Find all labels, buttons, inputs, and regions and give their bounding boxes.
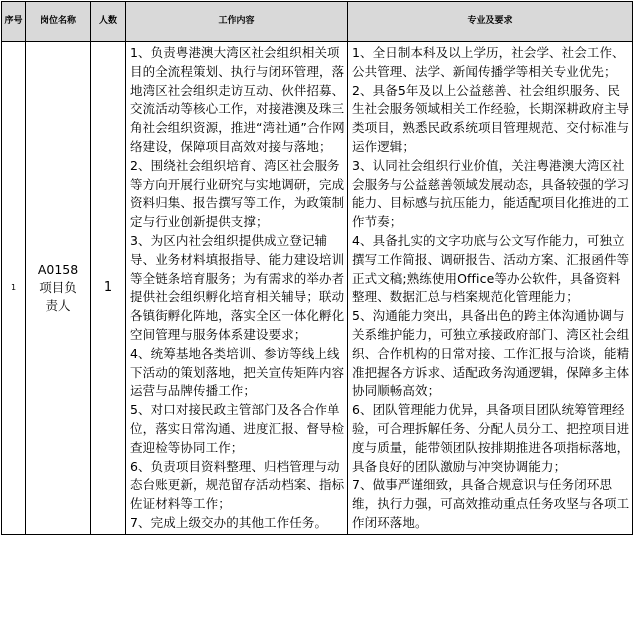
- duty-item: 6、负责项目资料整理、归档管理与动态台账更新，规范留存活动档案、指标佐证材料等工作；: [130, 458, 345, 512]
- header-seq: 序号: [2, 2, 26, 42]
- requirements-cell: [348, 42, 633, 535]
- requirement-item: 3、认同社会组织行业价值，关注粤港澳大湾区社会服务与公益慈善领域发展动态，具备较强的学习能力、目标感与抗压能力，能适配项目化推进的工作节奏；: [352, 157, 630, 230]
- requirement-item: 4、具备扎实的文字功底与公文写作能力，可独立撰写工作简报、调研报告、活动方案、汇报函件等正式文稿;熟练使用Office等办公软件，具备资料整理、数据汇总与档案规范化管理能力；: [352, 232, 630, 305]
- header-duties: 工作内容: [126, 2, 348, 42]
- requirement-item: 7、做事严谨细致，具备合规意识与任务闭环思维，执行力强，可高效推动重点任务攻坚与各项工作闭环落地。: [352, 477, 630, 530]
- duties-cell: [126, 42, 348, 535]
- count-cell: 1: [91, 42, 126, 535]
- requirement-item: 5、沟通能力突出，具备出色的跨主体沟通协调与关系维护能力，可独立承接政府部门、湾区社会组织、合作机构的日常对接、工作汇报与洽谈，能精准把握各方诉求、适配政务沟通逻辑，保障多主体协同顺畅高效；: [352, 308, 630, 399]
- seq-cell: 1: [2, 42, 26, 535]
- job-posting-table: [1, 1, 633, 535]
- table-row: [2, 42, 633, 535]
- requirement-item: 6、团队管理能力优异，具备项目团队统筹管理经验，可合理拆解任务、分配人员分工、把控项目进度与质量，能带领团队按排期推进各项指标落地，具备良好的团队激励与冲突协调能力；: [352, 402, 630, 474]
- header-requirements: 专业及要求: [348, 2, 633, 42]
- requirement-item: 1、全日制本科及以上学历，社会学、社会工作、公共管理、法学、新闻传播学等相关专业优先；: [352, 45, 625, 79]
- post-name-cell: [26, 42, 91, 535]
- duty-item: 2、围绕社会组织培育、湾区社会服务等方向开展行业研究与实地调研，完成资料归集、报告撰写等工作，为政策制定与行业创新提供支撑；: [130, 157, 345, 230]
- duty-item: 5、对口对接民政主管部门及各合作单位，落实日常沟通、进度汇报、督导检查迎检等协同工作；: [130, 402, 345, 455]
- post-code: A0158: [37, 261, 79, 277]
- header-count: 人数: [91, 2, 126, 42]
- header-row: [2, 2, 633, 42]
- duty-item: 4、统筹基地各类培训、参访等线上线下活动的策划落地，把关宣传矩阵内容运营与品牌传播工作；: [130, 345, 345, 399]
- duty-item: 3、为区内社会组织提供成立登记辅导、业务材料填报指导、能力建设培训等全链条培育服务；为有需求的举办者提供社会组织孵化培育相关辅导；联动各镇街孵化阵地，落实全区一体化孵化空间管理与服务体系建设要求；: [130, 232, 345, 342]
- duty-item: 7、完成上级交办的其他工作任务。: [130, 514, 328, 530]
- header-post-name: 岗位名称: [26, 2, 91, 42]
- requirement-item: 2、具备5年及以上公益慈善、社会组织服务、民生社会服务领域相关工作经验，长期深耕政府主导类项目，熟悉民政系统项目管理规范、交付标准与运作逻辑；: [352, 82, 630, 154]
- post-title: 项目负责人: [39, 279, 77, 313]
- duty-item: 1、负责粤港澳大湾区社会组织相关项目的全流程策划、执行与闭环管理，落地湾区社会组织走访互动、伙伴招募、交流活动等核心工作，对接港澳及珠三角社会组织资源，推进“湾社通”合作网络建设，保障项目高效对接与落地；: [130, 45, 345, 154]
